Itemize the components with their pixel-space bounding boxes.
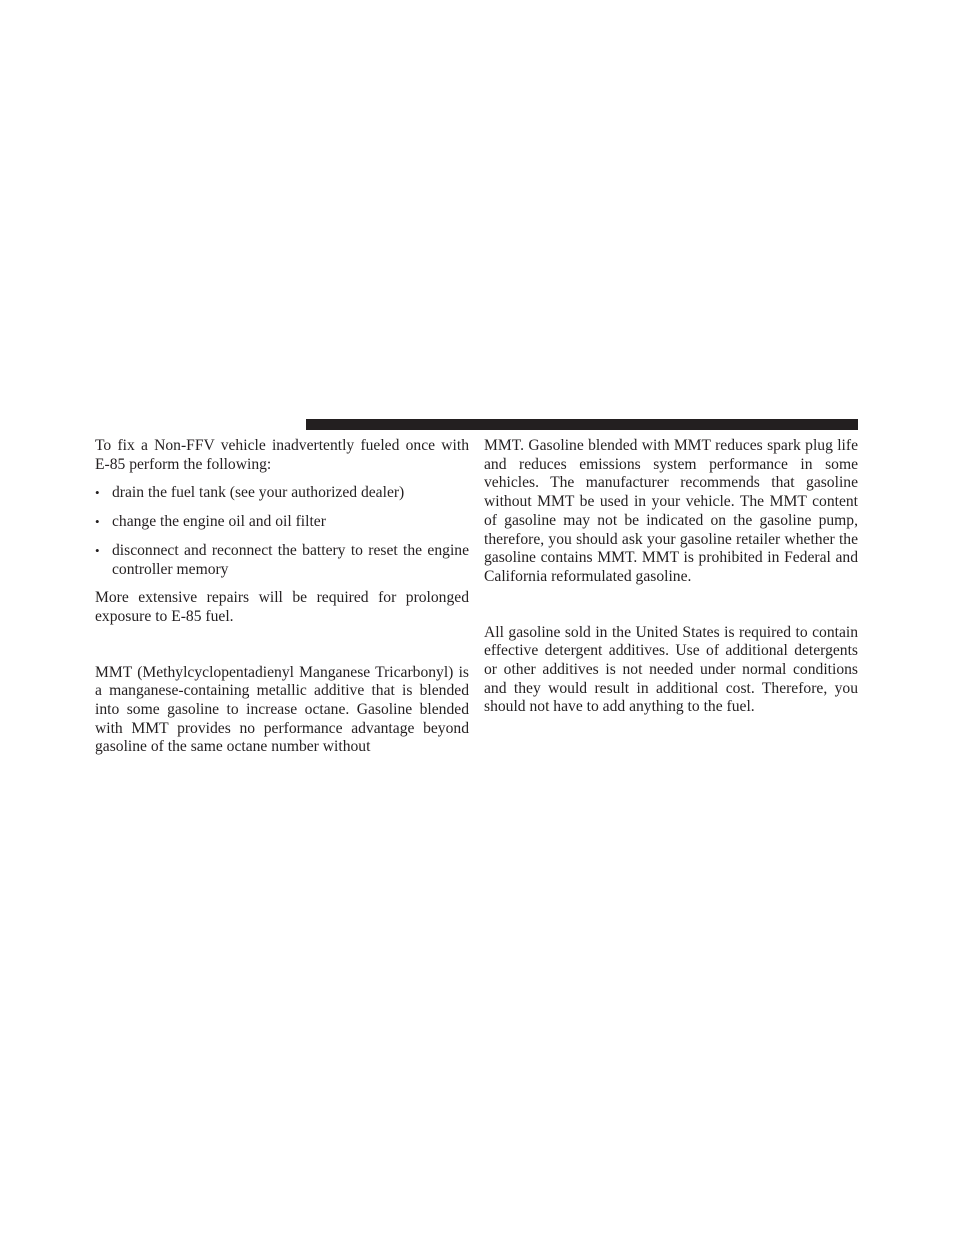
list-item-text: change the engine oil and oil filter [112, 513, 326, 531]
list-item-text: drain the fuel tank (see your authorized dealer) [112, 484, 405, 502]
bullet-icon: • [95, 514, 100, 530]
mmt-continued-paragraph: MMT. Gasoline blended with MMT reduces spark plug life and reduces emissions system performance in some vehicles. The manufacturer recommends that gasoline without MMT be used in your vehicle. The MMT content of gasoline may not be indicated on the gasoline pump, therefore, you should ask your gasoline retailer whether the gasoline contains MMT. MMT is prohibited in Federal and California reformulated gasoline. [484, 437, 858, 585]
left-column [95, 437, 469, 757]
header-rule [306, 419, 858, 430]
bullet-icon: • [95, 485, 100, 501]
steps-list [95, 484, 469, 579]
bullet-icon: • [95, 542, 100, 558]
intro-paragraph: To fix a Non-FFV vehicle inadvertently fueled once with E-85 perform the following: [95, 437, 469, 473]
repairs-paragraph: More extensive repairs will be required for prolonged exposure to E-85 fuel. [95, 589, 469, 625]
list-item [95, 513, 469, 532]
list-item [95, 484, 469, 503]
list-item-text: disconnect and reconnect the battery to reset the engine controller memory [112, 541, 469, 578]
list-item [95, 542, 469, 579]
mmt-paragraph: MMT (Methylcyclopentadienyl Manganese Tricarbonyl) is a manganese-containing metallic additive that is blended into some gasoline to increase octane. Gasoline blended with MMT provides no performance advantage beyond gasoline of the same octane number without [95, 663, 469, 756]
additives-paragraph: All gasoline sold in the United States is required to contain effective detergent additives. Use of additional detergents or other additives is not needed under normal conditions and they would result in additional cost. Therefore, you should not have to add anything to the fuel. [484, 623, 858, 716]
right-column [484, 437, 858, 717]
